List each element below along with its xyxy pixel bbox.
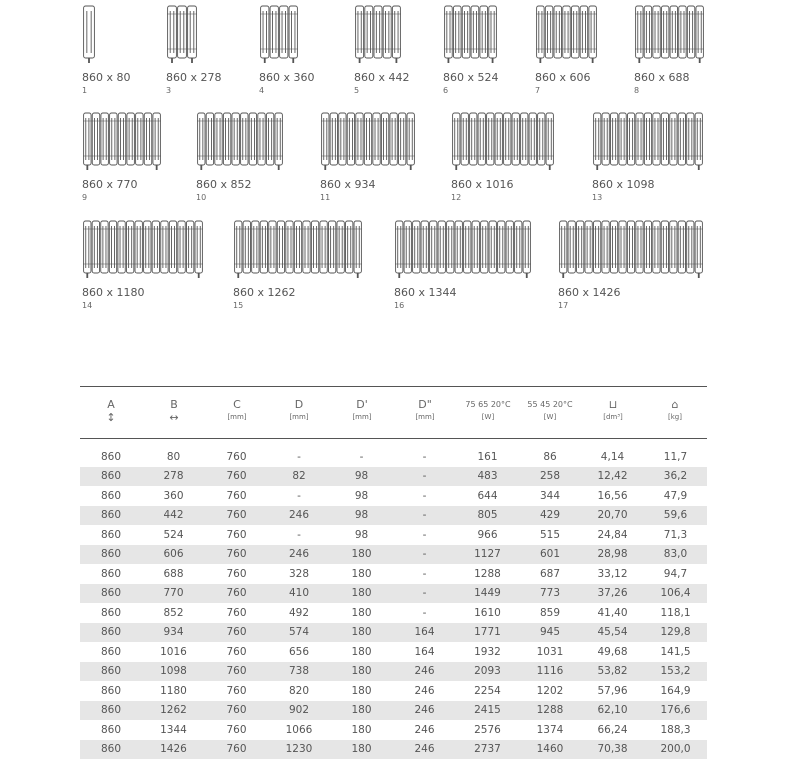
- table-cell: -: [422, 489, 427, 502]
- table-cell: 62,10: [581, 701, 644, 721]
- table-cell: 180: [351, 723, 372, 736]
- table-cell: 860: [100, 489, 122, 502]
- radiator-dimension: 860 x 770: [82, 178, 138, 191]
- table-row: [80, 642, 707, 662]
- table-cell: 11,7: [663, 450, 688, 463]
- table-cell: -: [359, 450, 364, 463]
- table-cell: 188,3: [660, 723, 691, 736]
- radiator-dimension: 860 x 80: [82, 71, 131, 84]
- table-cell: 360: [163, 489, 184, 502]
- column-header-unit: [dm³]: [603, 413, 623, 421]
- radiator-dimension: 860 x 1262: [233, 286, 296, 299]
- table-cell: 328: [288, 567, 310, 580]
- radiator-dimension: 860 x 278: [166, 71, 222, 84]
- table-cell: 1031: [536, 645, 564, 658]
- table-cell: 1426: [142, 740, 205, 760]
- table-cell: 934: [142, 623, 205, 643]
- table-cell: 860: [80, 467, 142, 487]
- radiator-section-count: 15: [233, 301, 244, 310]
- radiator-model-15: [233, 220, 365, 312]
- table-cell: 860: [80, 740, 142, 760]
- radiator-model-12: [451, 112, 557, 204]
- table-cell: 860: [80, 584, 142, 604]
- radiator-model-14: [82, 220, 206, 312]
- table-cell: 860: [100, 645, 122, 658]
- table-cell: 70,38: [581, 740, 644, 760]
- table-cell: 524: [163, 528, 184, 541]
- table-cell: 1344: [160, 723, 187, 736]
- table-cell: 860: [80, 545, 142, 565]
- radiator-model-9: [82, 112, 164, 204]
- table-cell: 1288: [519, 701, 581, 721]
- radiator-section-count: 11: [320, 193, 331, 202]
- table-cell: 164: [393, 623, 456, 643]
- radiator-icon: [196, 112, 286, 172]
- radiator-dimension: 860 x 1426: [558, 286, 621, 299]
- radiator-model-5: [354, 5, 410, 97]
- table-cell: 410: [268, 584, 330, 604]
- radiator-model-10: [196, 112, 286, 204]
- table-cell: 2254: [474, 684, 501, 697]
- radiator-model-16: [394, 220, 534, 312]
- column-header-label: D: [294, 398, 304, 411]
- radiator-icon: [82, 220, 206, 280]
- table-cell: 429: [519, 506, 581, 526]
- column-header-label: A: [107, 398, 115, 411]
- table-cell: 344: [539, 489, 561, 502]
- table-cell: 860: [80, 506, 142, 526]
- table-cell: 860: [100, 606, 122, 619]
- table-cell: 606: [142, 545, 205, 565]
- table-cell: -: [393, 467, 456, 487]
- table-cell: 53,82: [581, 662, 644, 682]
- radiator-model-3: [166, 5, 222, 97]
- table-cell: -: [422, 606, 427, 619]
- radiator-dimension: 860 x 524: [443, 71, 499, 84]
- table-header-rule: [80, 438, 707, 439]
- column-header-unit: [W]: [481, 413, 495, 421]
- column-header-label: D": [418, 398, 432, 411]
- column-header-label: B: [170, 398, 178, 411]
- radiator-dimension: 860 x 1180: [82, 286, 145, 299]
- table-cell: 860: [80, 623, 142, 643]
- radiator-dimension: 860 x 442: [354, 71, 410, 84]
- column-header-6: [395, 398, 455, 422]
- table-cell: 66,24: [597, 723, 628, 736]
- table-cell: 246: [393, 740, 456, 760]
- table-cell: -: [393, 545, 456, 565]
- table-cell: 442: [142, 506, 205, 526]
- table-cell: 1180: [160, 684, 187, 697]
- table-cell: 246: [268, 545, 330, 565]
- table-cell: 1460: [519, 740, 581, 760]
- table-cell: 176,6: [644, 701, 707, 721]
- column-header-4: [269, 398, 329, 422]
- table-cell: 180: [330, 584, 393, 604]
- table-cell: 141,5: [660, 645, 691, 658]
- table-cell: 688: [163, 567, 184, 580]
- table-row: [80, 584, 707, 604]
- radiator-icon: [233, 220, 365, 280]
- radiator-model-7: [535, 5, 600, 97]
- table-cell: 1230: [268, 740, 330, 760]
- table-cell: -: [297, 489, 301, 502]
- column-header-2: [144, 398, 204, 424]
- column-header-label: D': [356, 398, 368, 411]
- table-cell: 20,70: [581, 506, 644, 526]
- table-cell: 574: [268, 623, 330, 643]
- table-top-rule: [80, 386, 707, 387]
- table-cell: 98: [330, 506, 393, 526]
- column-header-9: [583, 398, 643, 422]
- table-cell: 760: [205, 506, 268, 526]
- table-cell: 1771: [456, 623, 519, 643]
- radiator-section-count: 16: [394, 301, 405, 310]
- table-cell: -: [297, 450, 301, 463]
- column-header-unit: [W]: [543, 413, 557, 421]
- table-cell: 180: [330, 545, 393, 565]
- height-arrow-icon: ↕: [106, 411, 116, 424]
- column-header-7: [458, 398, 518, 422]
- table-cell: 246: [393, 662, 456, 682]
- table-cell: 71,3: [663, 528, 688, 541]
- table-cell: 28,98: [581, 545, 644, 565]
- radiator-model-13: [592, 112, 706, 204]
- table-row: [80, 545, 707, 565]
- table-cell: 760: [226, 567, 247, 580]
- table-cell: 492: [288, 606, 310, 619]
- table-cell: 12,42: [581, 467, 644, 487]
- table-cell: 760: [205, 740, 268, 760]
- radiator-section-count: 17: [558, 301, 569, 310]
- table-cell: 180: [351, 684, 372, 697]
- column-header-unit: [mm]: [415, 413, 435, 421]
- table-cell: 278: [142, 467, 205, 487]
- table-cell: 1116: [519, 662, 581, 682]
- table-cell: -: [393, 584, 456, 604]
- table-cell: 860: [100, 684, 122, 697]
- radiator-section-count: 7: [535, 86, 541, 95]
- table-cell: 98: [330, 467, 393, 487]
- table-cell: 760: [226, 606, 247, 619]
- table-cell: 36,2: [644, 467, 707, 487]
- table-cell: 118,1: [660, 606, 691, 619]
- table-cell: 2093: [456, 662, 519, 682]
- table-cell: 59,6: [644, 506, 707, 526]
- radiator-section-count: 4: [259, 86, 265, 95]
- table-row: [80, 662, 707, 682]
- table-cell: 805: [456, 506, 519, 526]
- radiator-icon: [82, 5, 98, 65]
- table-row: [80, 701, 707, 721]
- table-cell: 246: [268, 506, 330, 526]
- radiator-model-8: [634, 5, 707, 97]
- column-header-5: [332, 398, 392, 422]
- table-cell: 47,9: [663, 489, 688, 502]
- table-cell: 1932: [474, 645, 501, 658]
- radiator-dimension: 860 x 934: [320, 178, 376, 191]
- column-header-label: C: [233, 398, 241, 411]
- table-cell: 1374: [536, 723, 564, 736]
- table-cell: 200,0: [644, 740, 707, 760]
- weight-icon: ⌂: [671, 398, 679, 411]
- table-cell: 106,4: [644, 584, 707, 604]
- table-cell: 246: [393, 701, 456, 721]
- table-cell: 738: [268, 662, 330, 682]
- radiator-model-4: [259, 5, 315, 97]
- water-volume-icon: ⊔: [608, 398, 618, 411]
- radiator-section-count: 6: [443, 86, 449, 95]
- table-cell: 1610: [474, 606, 501, 619]
- table-row: [80, 720, 707, 740]
- table-row: [80, 467, 707, 487]
- table-row: [80, 525, 707, 545]
- table-cell: 80: [166, 450, 181, 463]
- table-cell: 246: [414, 723, 435, 736]
- table-cell: 760: [205, 467, 268, 487]
- radiator-section-count: 12: [451, 193, 462, 202]
- table-cell: 2576: [474, 723, 501, 736]
- radiator-icon: [443, 5, 500, 65]
- table-cell: 16,56: [597, 489, 628, 502]
- table-cell: 258: [519, 467, 581, 487]
- table-cell: 1288: [474, 567, 501, 580]
- table-cell: 1262: [142, 701, 205, 721]
- table-cell: 161: [477, 450, 498, 463]
- table-cell: 760: [226, 489, 247, 502]
- table-cell: 45,54: [581, 623, 644, 643]
- column-header-unit: [kg]: [668, 413, 682, 421]
- column-header-unit: [mm]: [352, 413, 372, 421]
- table-cell: 82: [268, 467, 330, 487]
- table-cell: 760: [205, 623, 268, 643]
- table-cell: 760: [226, 528, 247, 541]
- table-cell: 760: [205, 545, 268, 565]
- table-cell: 98: [354, 489, 369, 502]
- table-row: [80, 623, 707, 643]
- table-cell: -: [422, 450, 427, 463]
- radiator-section-count: 13: [592, 193, 603, 202]
- column-header-8: [520, 398, 580, 422]
- table-cell: 945: [519, 623, 581, 643]
- table-cell: 1127: [456, 545, 519, 565]
- table-cell: 180: [330, 623, 393, 643]
- table-cell: 860: [80, 701, 142, 721]
- table-cell: 86: [543, 450, 557, 463]
- table-cell: 4,14: [600, 450, 625, 463]
- radiator-icon: [166, 5, 200, 65]
- table-cell: -: [393, 506, 456, 526]
- radiator-icon: [535, 5, 600, 65]
- radiator-dimension: 860 x 852: [196, 178, 252, 191]
- table-cell: 760: [226, 684, 247, 697]
- radiator-dimension: 860 x 360: [259, 71, 315, 84]
- table-cell: 164: [414, 645, 435, 658]
- table-cell: 966: [477, 528, 498, 541]
- table-cell: 246: [414, 684, 435, 697]
- radiator-section-count: 3: [166, 86, 172, 95]
- table-cell: 41,40: [597, 606, 628, 619]
- table-cell: 760: [226, 723, 247, 736]
- radiator-icon: [259, 5, 301, 65]
- table-cell: 1202: [536, 684, 564, 697]
- table-cell: 180: [330, 662, 393, 682]
- table-cell: 180: [351, 567, 372, 580]
- table-cell: 180: [351, 606, 372, 619]
- table-cell: 760: [205, 701, 268, 721]
- table-cell: -: [422, 567, 427, 580]
- table-row: [80, 486, 707, 506]
- table-row: [80, 447, 707, 467]
- column-header-unit: [mm]: [289, 413, 309, 421]
- radiator-icon: [634, 5, 707, 65]
- radiator-section-count: 10: [196, 193, 207, 202]
- table-row: [80, 603, 707, 623]
- table-cell: 24,84: [597, 528, 628, 541]
- table-cell: 1449: [456, 584, 519, 604]
- radiator-icon: [394, 220, 534, 280]
- table-cell: 687: [539, 567, 561, 580]
- radiator-model-6: [443, 5, 500, 97]
- table-cell: 49,68: [597, 645, 628, 658]
- table-cell: 860: [100, 450, 122, 463]
- radiator-model-11: [320, 112, 418, 204]
- radiator-dimension: 860 x 1016: [451, 178, 514, 191]
- table-cell: 483: [456, 467, 519, 487]
- column-header-10: [645, 398, 705, 422]
- table-cell: 770: [142, 584, 205, 604]
- radiator-icon: [354, 5, 404, 65]
- table-row: [80, 564, 707, 584]
- table-row: [80, 740, 707, 760]
- table-cell: 820: [288, 684, 310, 697]
- table-cell: 852: [163, 606, 184, 619]
- table-cell: 601: [519, 545, 581, 565]
- table-cell: 164,9: [660, 684, 691, 697]
- table-cell: 902: [268, 701, 330, 721]
- radiator-icon: [320, 112, 418, 172]
- table-cell: 1098: [142, 662, 205, 682]
- radiator-icon: [451, 112, 557, 172]
- table-row: [80, 681, 707, 701]
- table-cell: 656: [288, 645, 310, 658]
- table-cell: 859: [539, 606, 561, 619]
- table-cell: 644: [477, 489, 498, 502]
- radiator-dimension: 860 x 688: [634, 71, 690, 84]
- width-arrow-icon: ↔: [169, 411, 179, 424]
- radiator-icon: [592, 112, 706, 172]
- table-cell: 760: [205, 584, 268, 604]
- table-cell: -: [297, 528, 301, 541]
- table-cell: 760: [226, 450, 247, 463]
- table-cell: 860: [100, 528, 122, 541]
- table-cell: 33,12: [597, 567, 628, 580]
- table-cell: 760: [205, 662, 268, 682]
- radiator-section-count: 8: [634, 86, 640, 95]
- table-cell: 37,26: [581, 584, 644, 604]
- radiator-icon: [82, 112, 164, 172]
- table-cell: 860: [100, 567, 122, 580]
- column-header-1: [81, 398, 141, 424]
- table-cell: 83,0: [644, 545, 707, 565]
- table-cell: 760: [226, 645, 247, 658]
- table-cell: 773: [519, 584, 581, 604]
- table-cell: 515: [539, 528, 561, 541]
- radiator-dimension: 860 x 1344: [394, 286, 457, 299]
- radiator-section-count: 5: [354, 86, 360, 95]
- table-cell: 180: [351, 645, 372, 658]
- table-cell: 2737: [456, 740, 519, 760]
- radiator-model-1: [82, 5, 131, 97]
- table-cell: 180: [330, 740, 393, 760]
- table-cell: 860: [100, 723, 122, 736]
- column-header-unit: [mm]: [227, 413, 247, 421]
- table-cell: 180: [330, 701, 393, 721]
- table-cell: 1016: [160, 645, 187, 658]
- radiator-dimension: 860 x 606: [535, 71, 591, 84]
- radiator-section-count: 9: [82, 193, 88, 202]
- column-header-label: 55 45 20°C: [527, 400, 573, 409]
- table-cell: 2415: [456, 701, 519, 721]
- column-header-label: 75 65 20°C: [465, 400, 511, 409]
- table-cell: 129,8: [644, 623, 707, 643]
- table-cell: 94,7: [663, 567, 688, 580]
- radiator-section-count: 14: [82, 301, 93, 310]
- column-header-3: [207, 398, 267, 422]
- table-cell: 57,96: [597, 684, 628, 697]
- radiator-model-17: [558, 220, 706, 312]
- table-cell: -: [422, 528, 427, 541]
- table-row: [80, 506, 707, 526]
- table-cell: 98: [354, 528, 369, 541]
- table-cell: 153,2: [644, 662, 707, 682]
- table-cell: 860: [80, 662, 142, 682]
- radiator-icon: [558, 220, 706, 280]
- radiator-dimension: 860 x 1098: [592, 178, 655, 191]
- radiator-section-count: 1: [82, 86, 88, 95]
- table-cell: 1066: [285, 723, 313, 736]
- radiator-spec-table: [80, 447, 707, 759]
